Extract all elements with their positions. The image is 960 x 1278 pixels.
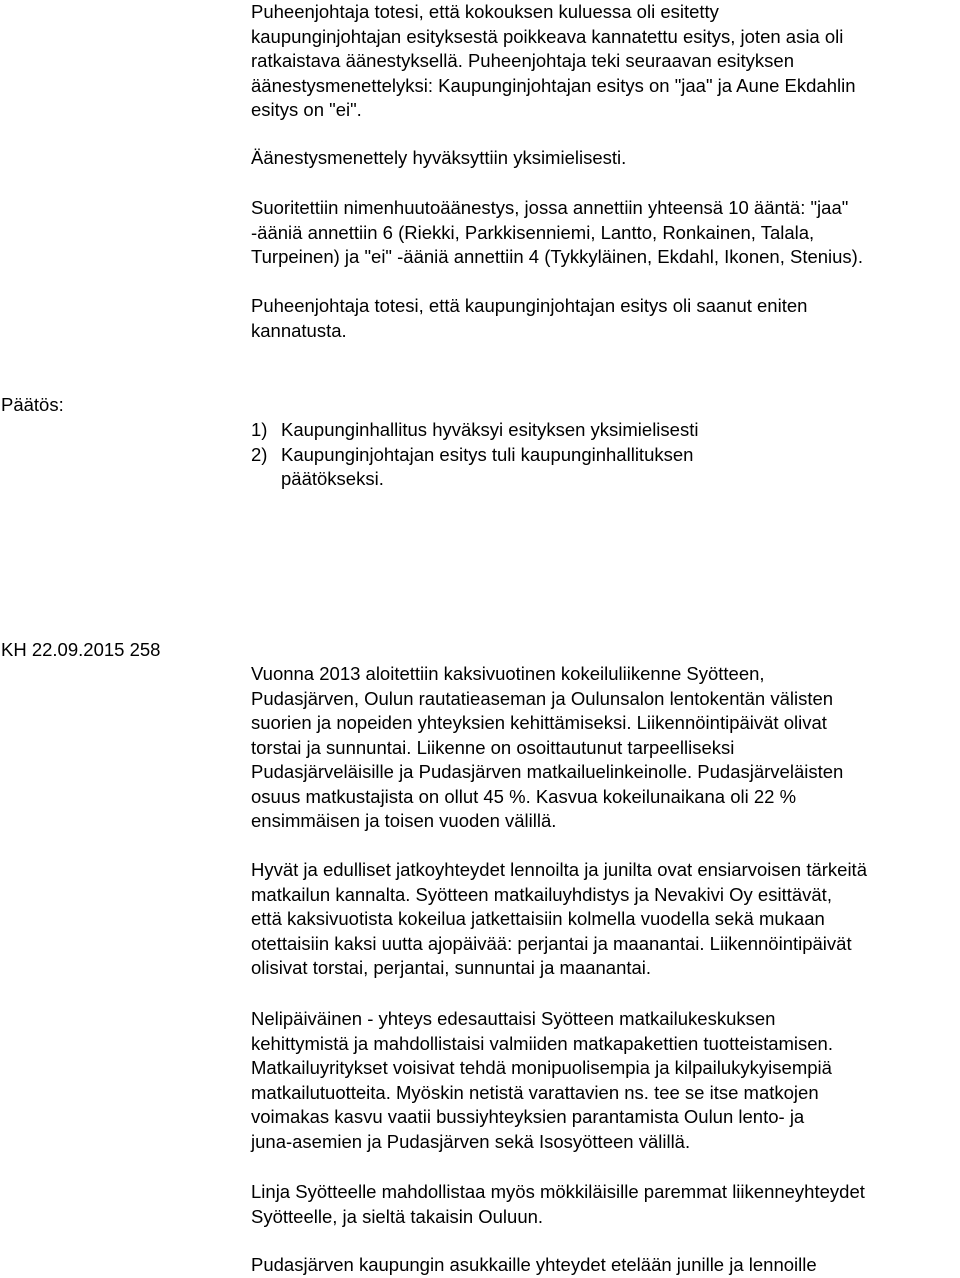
top-paragraph-4: [251, 294, 960, 343]
text-line: matkailutuotteita. Myöskin netistä varattavien ns. tee se itse matkojen: [251, 1081, 819, 1103]
text-line: suorien ja nopeiden yhteyksien kehittämiseksi. Liikennöintipäivät olivat: [251, 712, 827, 733]
text-line: äänestysmenettelyksi: Kaupunginjohtajan esitys on "jaa" ja Aune Ekdahlin: [251, 74, 856, 96]
section-reference: KH 22.09.2015 258: [1, 639, 161, 660]
text-line: Matkailuyritykset voisivat tehdä monipuolisempia ja kilpailukykyisempiä: [251, 1057, 832, 1078]
text-line: torstai ja sunnuntai. Liikenne on osoittautunut tarpeelliseksi: [251, 736, 735, 758]
decision-item: [251, 443, 960, 468]
decision-list: [251, 418, 960, 492]
text-line: Puheenjohtaja totesi, että kaupunginjohtajan esitys oli saanut eniten: [251, 295, 808, 316]
section-paragraph-2: [251, 858, 960, 981]
text-line: että kaksivuotista kokeilua jatkettaisiin kolmella vuodella sekä mukaan: [251, 908, 825, 929]
text-line: esitys on "ei".: [251, 99, 362, 120]
text-line: Pudasjärven, Oulun rautatieaseman ja Oulunsalon lentokentän välisten: [251, 687, 834, 709]
section-paragraph-4: [251, 1180, 960, 1229]
top-paragraph-2: [251, 146, 960, 171]
text-line: matkailun kannalta. Syötteen matkailuyhdistys ja Nevakivi Oy esittävät,: [251, 883, 832, 905]
text-line: ensimmäisen ja toisen vuoden välillä.: [251, 810, 557, 831]
text-line: -ääniä annettiin 6 (Riekki, Parkkisenniemi, Lantto, Ronkainen, Talala,: [251, 221, 815, 243]
text-line: Pudasjärveläisille ja Pudasjärven matkailuelinkeinolle. Pudasjärveläisten: [251, 761, 844, 782]
top-paragraph-1: [251, 0, 960, 123]
text-line: Puheenjohtaja totesi, että kokouksen kuluessa oli esitetty: [251, 1, 719, 22]
item-text: Kaupunginjohtajan esitys tuli kaupunginhallituksen: [281, 443, 694, 465]
item-number: 1): [251, 419, 268, 440]
text-line: Syötteelle, ja sieltä takaisin Ouluun.: [251, 1205, 544, 1227]
text-line: otettaisiin kaksi uutta ajopäivää: perjantai ja maanantai. Liikennöintipäivät: [251, 932, 852, 954]
text-line: Nelipäiväinen - yhteys edesauttaisi Syötteen matkailukeskuksen: [251, 1008, 776, 1029]
text-line: kannatusta.: [251, 319, 347, 341]
decision-item: [251, 418, 960, 443]
text-line: Pudasjärven kaupungin asukkaille yhteydet etelään junille ja lennoille: [251, 1254, 817, 1275]
top-paragraph-3: [251, 196, 960, 270]
text-line: juna-asemien ja Pudasjärven sekä Isosyötteen välillä.: [251, 1130, 691, 1152]
text-line: olisivat torstai, perjantai, sunnuntai ja maanantai.: [251, 957, 652, 978]
text-line: kehittymistä ja mahdollistaisi valmiiden matkapakettien tuotteistamisen.: [251, 1032, 833, 1054]
section-paragraph-5: [251, 1253, 960, 1278]
item-text: Kaupunginhallitus hyväksyi esityksen yksimielisesti: [281, 419, 699, 440]
section-paragraph-1: [251, 662, 960, 834]
text-line: kaupunginjohtajan esityksestä poikkeava kannatettu esitys, joten asia oli: [251, 25, 844, 47]
text-line: Vuonna 2013 aloitettiin kaksivuotinen kokeiluliikenne Syötteen,: [251, 663, 765, 684]
text-line: ratkaistava äänestyksellä. Puheenjohtaja teki seuraavan esityksen: [251, 50, 794, 71]
text-line: Äänestysmenettely hyväksyttiin yksimielisesti.: [251, 147, 627, 168]
section-paragraph-3: [251, 1007, 960, 1154]
text-line: Linja Syötteelle mahdollistaa myös mökkiläisille paremmat liikenneyhteydet: [251, 1181, 865, 1202]
item-number: 2): [251, 443, 268, 465]
decision-label: Päätös:: [1, 394, 64, 415]
decision-item-continuation: päätökseksi.: [281, 468, 384, 489]
text-line: voimakas kasvu vaatii bussiyhteyksien parantamista Oulun lento- ja: [251, 1106, 805, 1127]
text-line: Hyvät ja edulliset jatkoyhteydet lennoilta ja junilta ovat ensiarvoisen tärkeitä: [251, 859, 867, 880]
text-line: osuus matkustajista on ollut 45 %. Kasvua kokeilunaikana oli 22 %: [251, 785, 797, 807]
text-line: Turpeinen) ja "ei" -ääniä annettiin 4 (Tykkyläinen, Ekdahl, Ikonen, Stenius).: [251, 246, 863, 267]
text-line: Suoritettiin nimenhuutoäänestys, jossa annettiin yhteensä 10 ääntä: "jaa": [251, 197, 849, 218]
